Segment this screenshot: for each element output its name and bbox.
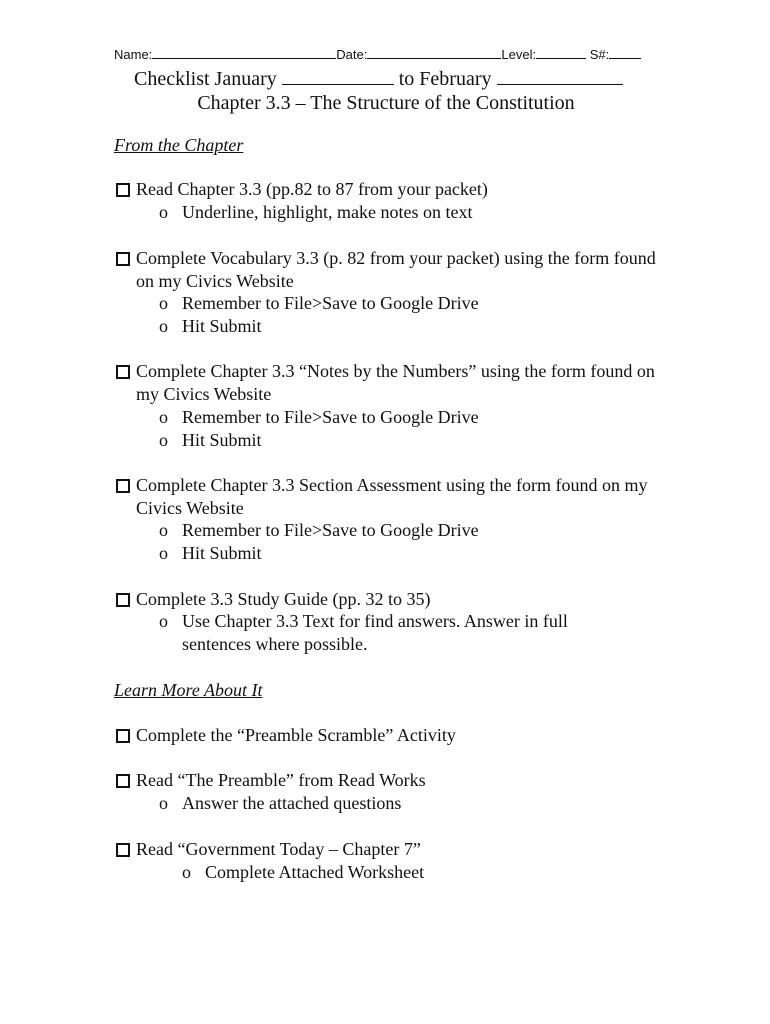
sub-item bbox=[159, 429, 679, 452]
checklist-item-text: Complete Chapter 3.3 Section Assessment using the form found on my Civics Website bbox=[136, 475, 648, 518]
level-blank bbox=[536, 46, 586, 59]
level-label: Level: bbox=[501, 47, 537, 62]
bullet-icon: o bbox=[159, 407, 168, 427]
sub-item bbox=[159, 315, 679, 338]
checkbox-icon[interactable] bbox=[116, 729, 130, 743]
title-checklist-january: Checklist January bbox=[134, 68, 277, 90]
bullet-icon: o bbox=[159, 293, 168, 313]
checkbox-icon[interactable] bbox=[116, 479, 130, 493]
checkbox-icon[interactable] bbox=[116, 252, 130, 266]
checklist-item-text: Read “Government Today – Chapter 7” bbox=[136, 839, 421, 859]
sub-item-text: Remember to File>Save to Google Drive bbox=[182, 293, 479, 313]
sub-item-text: Hit Submit bbox=[182, 543, 262, 563]
january-blank bbox=[282, 66, 394, 85]
header-fields bbox=[114, 46, 659, 64]
checkbox-icon[interactable] bbox=[116, 593, 130, 607]
checklist-item-text: Complete 3.3 Study Guide (pp. 32 to 35) bbox=[136, 589, 431, 609]
section-heading-learn-more: Learn More About It bbox=[114, 680, 263, 700]
checklist-item-text: Read Chapter 3.3 (pp.82 to 87 from your packet) bbox=[136, 179, 488, 199]
sub-item-text: Underline, highlight, make notes on text bbox=[182, 202, 473, 222]
title-line-1 bbox=[134, 66, 654, 92]
checklist-item-text: Read “The Preamble” from Read Works bbox=[136, 770, 426, 790]
checklist-item bbox=[114, 178, 674, 201]
checklist-item bbox=[114, 724, 674, 747]
title-to-february: to February bbox=[398, 68, 492, 90]
sub-item-text: Remember to File>Save to Google Drive bbox=[182, 520, 479, 540]
checklist-item-text: Complete Chapter 3.3 “Notes by the Numbers” using the form found on my Civics Website bbox=[136, 361, 655, 404]
s-number-label: S#: bbox=[589, 47, 610, 62]
checklist-item bbox=[114, 474, 674, 520]
checklist-item bbox=[114, 838, 674, 861]
title-line-2 bbox=[0, 90, 770, 116]
sub-item-text: Hit Submit bbox=[182, 430, 262, 450]
checklist-item bbox=[114, 769, 674, 792]
checklist-item bbox=[114, 588, 674, 611]
sub-item bbox=[159, 292, 679, 315]
bullet-icon: o bbox=[159, 793, 168, 813]
bullet-icon: o bbox=[159, 611, 168, 631]
chapter-title: Chapter 3.3 – The Structure of the Constitution bbox=[197, 92, 575, 114]
section-heading-from-chapter: From the Chapter bbox=[114, 135, 244, 155]
february-blank bbox=[497, 66, 623, 85]
sub-item bbox=[159, 406, 679, 429]
bullet-icon: o bbox=[159, 202, 168, 222]
bullet-icon: o bbox=[182, 862, 191, 882]
sub-item-text: Answer the attached questions bbox=[182, 793, 402, 813]
sub-item-text: Hit Submit bbox=[182, 316, 262, 336]
checkbox-icon[interactable] bbox=[116, 365, 130, 379]
sub-item bbox=[159, 542, 679, 565]
checklist-item bbox=[114, 360, 674, 406]
checklist-item-text: Complete the “Preamble Scramble” Activity bbox=[136, 725, 456, 745]
sub-item bbox=[182, 861, 662, 884]
date-blank bbox=[367, 46, 501, 59]
bullet-icon: o bbox=[159, 316, 168, 336]
sub-item bbox=[159, 519, 679, 542]
sub-item-text: Remember to File>Save to Google Drive bbox=[182, 407, 479, 427]
date-label: Date: bbox=[336, 47, 368, 62]
sub-item bbox=[159, 610, 619, 656]
s-number-blank bbox=[609, 46, 641, 59]
checklist-item bbox=[114, 247, 674, 293]
checkbox-icon[interactable] bbox=[116, 774, 130, 788]
sub-item-text: Complete Attached Worksheet bbox=[205, 862, 425, 882]
name-label: Name: bbox=[114, 47, 153, 62]
sub-item-text: Use Chapter 3.3 Text for find answers. Answer in full sentences where possible. bbox=[182, 611, 568, 654]
name-blank bbox=[152, 46, 336, 59]
sub-item bbox=[159, 201, 679, 224]
bullet-icon: o bbox=[159, 520, 168, 540]
bullet-icon: o bbox=[159, 543, 168, 563]
checkbox-icon[interactable] bbox=[116, 843, 130, 857]
checklist-item-text: Complete Vocabulary 3.3 (p. 82 from your packet) using the form found on my Civics Website bbox=[136, 248, 656, 291]
checkbox-icon[interactable] bbox=[116, 183, 130, 197]
sub-item bbox=[159, 792, 679, 815]
bullet-icon: o bbox=[159, 430, 168, 450]
